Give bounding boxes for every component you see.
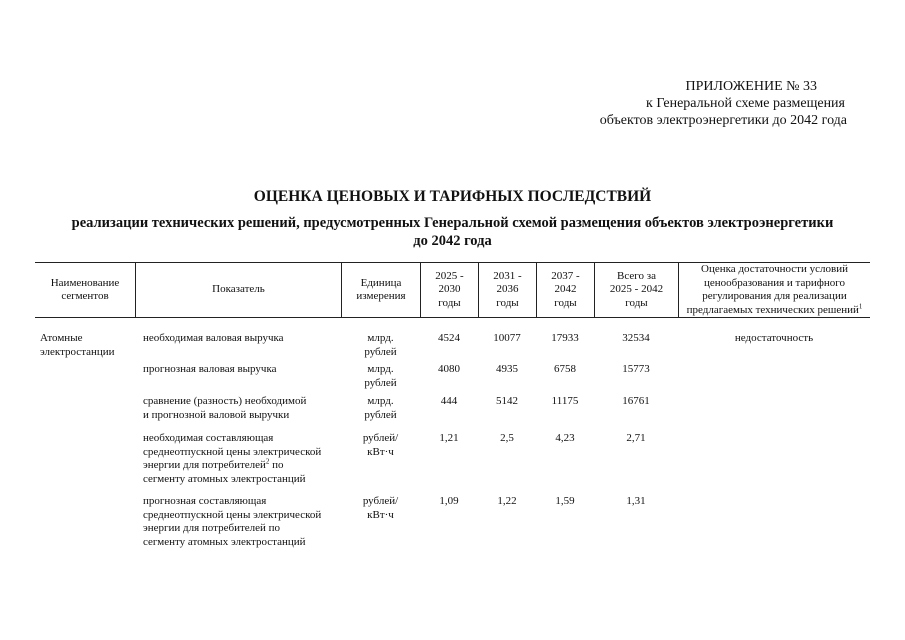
- table-row: [35, 432, 870, 495]
- value-total: 16761: [622, 395, 650, 407]
- value-2037-2042: 1,59: [555, 495, 575, 507]
- header-segment: Наименование сегментов: [50, 276, 120, 302]
- indicator-cell: необходимая валовая выручка: [143, 332, 284, 344]
- header-period-2025-2030: 2025 - 2030 годы: [420, 263, 478, 317]
- header-indicator: Показатель: [135, 263, 341, 317]
- value-2037-2042: 4,23: [555, 432, 575, 444]
- indicator-cell: необходимая составляющая среднеотпускной цены электрической энергии для потребителей$^2$ по сегменту атомных электростанций: [143, 432, 322, 485]
- value-total: 2,71: [626, 432, 646, 444]
- unit-cell: рублей/ кВт·ч: [362, 432, 399, 458]
- value-total: 1,31: [626, 495, 646, 507]
- value-2031-2036: 2,5: [500, 432, 514, 444]
- table-row: [35, 363, 870, 395]
- tariff-consequences-table: [35, 262, 870, 555]
- value-2025-2030: 4080: [438, 363, 460, 375]
- footnote-marker: 2: [265, 457, 270, 466]
- value-2025-2030: 1,09: [439, 495, 459, 507]
- value-2025-2030: 4524: [438, 332, 460, 344]
- subtitle-line-2: до 2042 года: [413, 233, 492, 249]
- header-period-2031-2036: 2031 - 2036 годы: [478, 263, 536, 317]
- header-unit: Единица измерения: [341, 263, 420, 317]
- appendix-reference-line2: объектов электроэнергетики до 2042 года: [599, 113, 847, 128]
- value-2025-2030: 1,21: [439, 432, 459, 444]
- segment-name: Атомные электростанции: [40, 332, 115, 358]
- unit-cell: рублей/ кВт·ч: [362, 495, 399, 521]
- value-2031-2036: 10077: [493, 332, 521, 344]
- indicator-cell: сравнение (разность) необходимой и прогнозной валовой выручки: [143, 395, 307, 421]
- indicator-cell: прогнозная составляющая среднеотпускной цены электрической энергии для потребителей по сегменту атомных электростанций: [143, 495, 322, 548]
- table-header: [35, 262, 870, 318]
- unit-cell: млрд. рублей: [364, 395, 397, 421]
- appendix-number: ПРИЛОЖЕНИЕ № 33: [685, 79, 817, 94]
- appendix-block: [600, 78, 847, 129]
- value-2025-2030: 444: [440, 395, 458, 407]
- value-2031-2036: 5142: [496, 395, 518, 407]
- value-total: 15773: [622, 363, 650, 375]
- subtitle-line-1: реализации технических решений, предусмотренных Генеральной схемой размещения объектов электроэнергетики: [71, 215, 834, 231]
- footnote-marker: 1: [858, 301, 863, 310]
- header-assessment: Оценка достаточности условий ценообразования и тарифного регулирования для реализации предлагаемых технических решений$^1$: [678, 263, 870, 317]
- table-row: [35, 495, 870, 555]
- value-2037-2042: 17933: [551, 332, 579, 344]
- value-2037-2042: 6758: [554, 363, 576, 375]
- indicator-cell: прогнозная валовая выручка: [143, 363, 277, 375]
- table-body: [35, 318, 870, 555]
- value-2031-2036: 4935: [496, 363, 518, 375]
- document-subtitle: [40, 214, 865, 250]
- unit-cell: млрд. рублей: [364, 332, 397, 358]
- header-period-2037-2042: 2037 - 2042 годы: [536, 263, 594, 317]
- value-2037-2042: 11175: [551, 395, 579, 407]
- document-title: ОЦЕНКА ЦЕНОВЫХ И ТАРИФНЫХ ПОСЛЕДСТВИЙ: [253, 188, 652, 205]
- assessment-value: недостаточность: [734, 332, 814, 344]
- value-2031-2036: 1,22: [497, 495, 517, 507]
- appendix-reference-line1: к Генеральной схеме размещения: [646, 96, 845, 111]
- table-row: [35, 395, 870, 432]
- table-row: [35, 332, 870, 363]
- header-total: Всего за 2025 - 2042 годы: [594, 263, 678, 317]
- unit-cell: млрд. рублей: [364, 363, 397, 389]
- value-total: 32534: [622, 332, 650, 344]
